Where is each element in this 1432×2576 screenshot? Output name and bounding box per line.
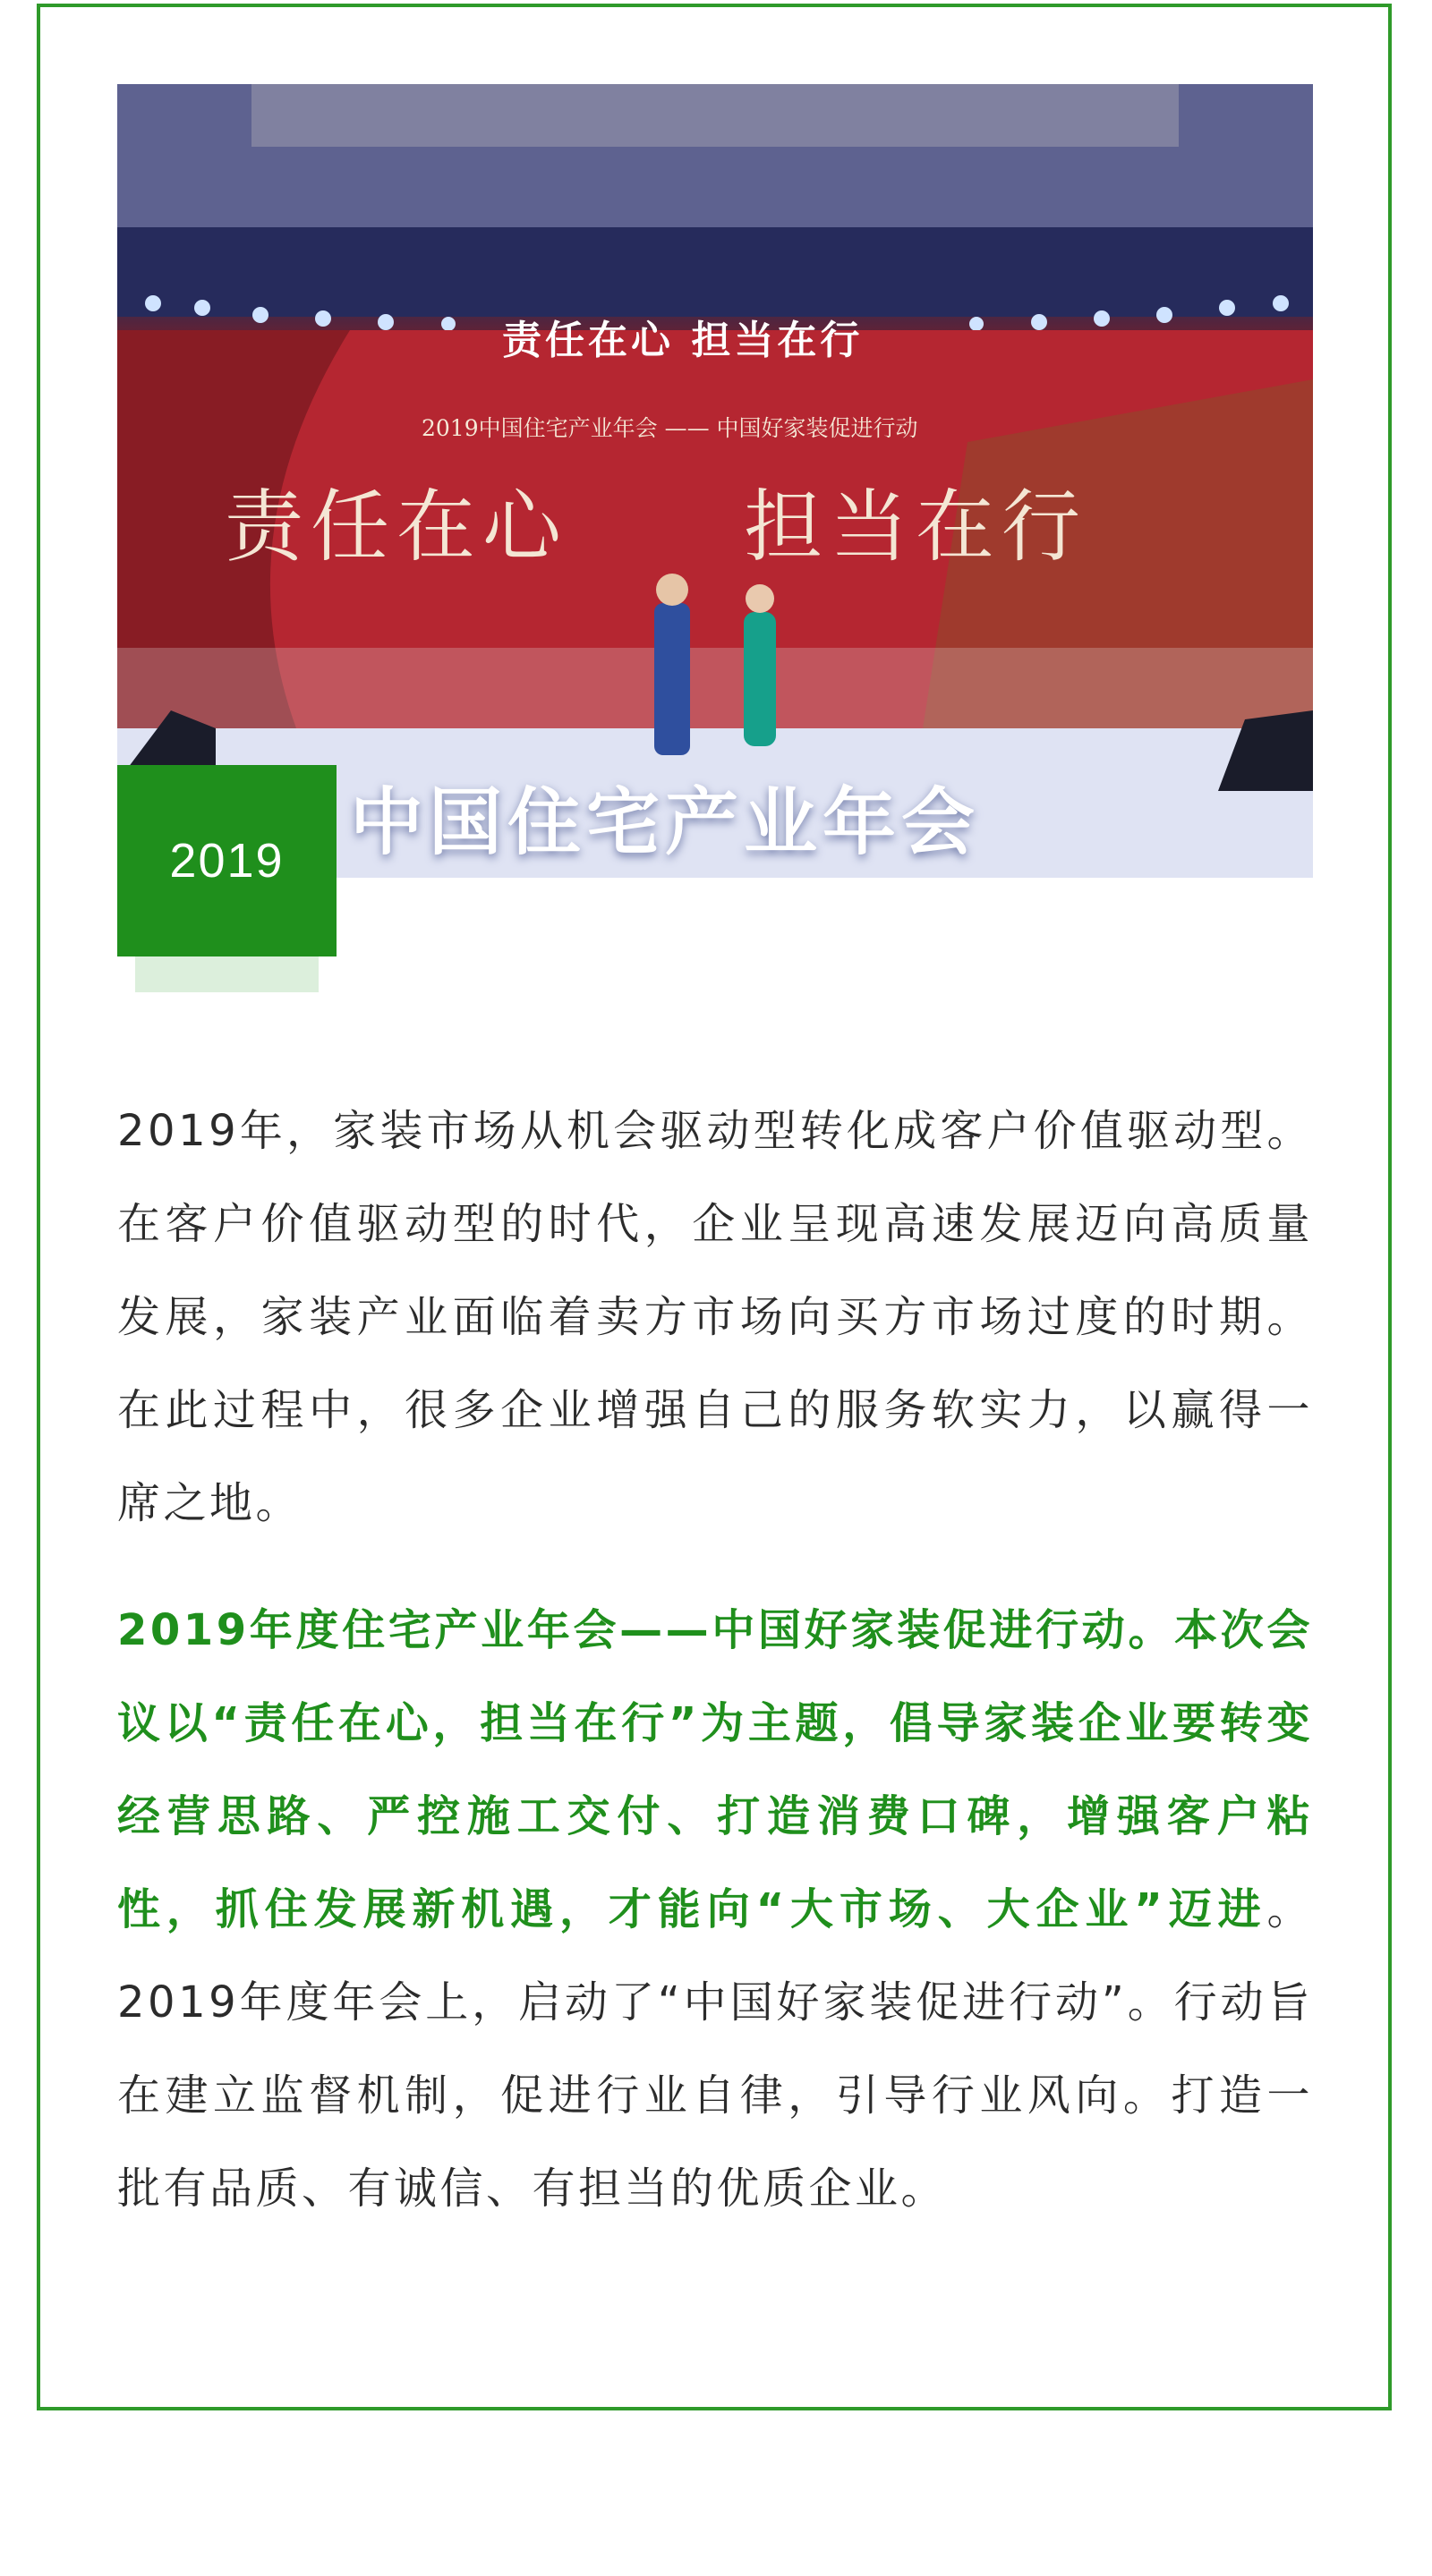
stage-subtitle: 2019中国住宅产业年会 —— 中国好家装促进行动 — [422, 415, 918, 441]
paragraph-event — [117, 1584, 1313, 2235]
year-badge-shadow — [135, 956, 319, 992]
stage-banner-large-right: 担当在行 — [744, 480, 1088, 573]
year-badge: 2019 — [117, 765, 337, 956]
paragraph-event-highlight: 2019年度住宅产业年会——中国好家装促进行动。本次会议以“责任在心，担当在行”为主题，倡导家装企业要转变经营思路、严控施工交付、打造消费口碑，增强客户粘性，抓住发展新机遇，才能向“大市场、大企业”迈进 — [117, 1605, 1313, 1934]
stage-banner-large-left: 责任在心 — [225, 480, 569, 573]
paragraph-intro: 2019年，家装市场从机会驱动型转化成客户价值驱动型。在客户价值驱动型的时代，企业呈现高速发展迈向高质量发展，家装产业面临着卖方市场向买方市场过度的时期。在此过程中，很多企业增强自己的服务软实力，以赢得一席之地。 — [117, 1106, 1313, 1528]
stage-banner-small: 责任在心 担当在行 — [502, 318, 864, 363]
stage-floor-text: 中国住宅产业年会 — [350, 780, 981, 865]
event-photo — [117, 84, 1313, 878]
paragraph-event-text: 。2019年度年会上，启动了“中国好家装促进行动”。行动旨在建立监督机制，促进行业自律，引导行业风向。打造一批有品质、有诚信、有担当的优质企业。 — [117, 1884, 1313, 2214]
